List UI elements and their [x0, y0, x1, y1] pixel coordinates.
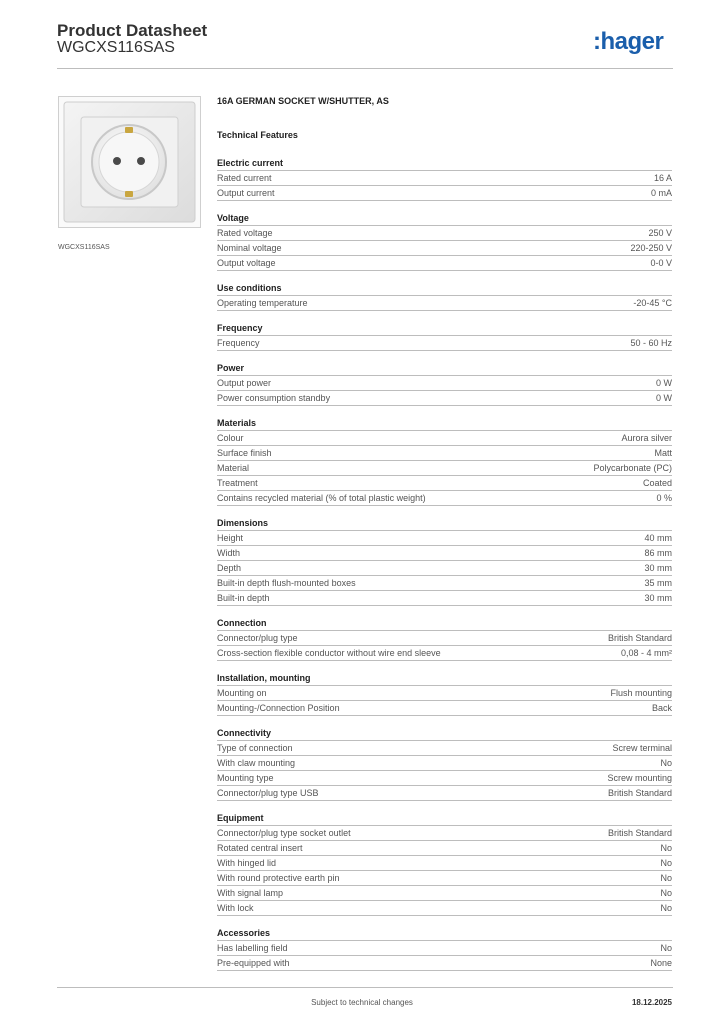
spec-row — [217, 476, 672, 491]
spec-value: 220-250 V — [630, 243, 672, 253]
socket-illustration — [59, 97, 200, 227]
spec-row — [217, 941, 672, 956]
spec-value: 16 A — [653, 173, 672, 183]
spec-section — [217, 926, 672, 971]
spec-row — [217, 901, 672, 916]
spec-value: 50 - 60 Hz — [630, 338, 672, 348]
spec-section — [217, 361, 672, 406]
spec-value: No — [660, 903, 672, 913]
spec-label: Built-in depth flush-mounted boxes — [217, 578, 356, 588]
spec-section — [217, 671, 672, 716]
spec-row — [217, 171, 672, 186]
spec-label: Mounting type — [217, 773, 274, 783]
spec-value: British Standard — [607, 828, 672, 838]
spec-label: With claw mounting — [217, 758, 296, 768]
spec-label: Nominal voltage — [217, 243, 282, 253]
spec-section — [217, 416, 672, 506]
section-heading: Equipment — [217, 811, 672, 826]
spec-value: No — [660, 758, 672, 768]
spec-section — [217, 211, 672, 271]
spec-label: Operating temperature — [217, 298, 308, 308]
product-code: WGCXS116SAS — [57, 39, 175, 56]
spec-row — [217, 871, 672, 886]
spec-value: 250 V — [648, 228, 672, 238]
spec-value: 0 W — [655, 378, 672, 388]
spec-value: 0 W — [655, 393, 672, 403]
section-heading: Connectivity — [217, 726, 672, 741]
spec-label: Cross-section flexible conductor without wire end sleeve — [217, 648, 441, 658]
spec-value: 0 mA — [650, 188, 672, 198]
technical-features-heading: Technical Features — [217, 130, 298, 140]
spec-label: Output power — [217, 378, 272, 388]
section-heading: Accessories — [217, 926, 672, 941]
section-heading: Connection — [217, 616, 672, 631]
spec-label: Mounting on — [217, 688, 267, 698]
spec-value: No — [660, 943, 672, 953]
spec-row — [217, 826, 672, 841]
spec-value: No — [660, 873, 672, 883]
spec-row — [217, 531, 672, 546]
spec-label: Material — [217, 463, 250, 473]
image-caption: WGCXS116SAS — [58, 244, 110, 251]
spec-row — [217, 336, 672, 351]
spec-label: Pre-equipped with — [217, 958, 290, 968]
spec-value: 0 % — [656, 493, 672, 503]
section-heading: Installation, mounting — [217, 671, 672, 686]
spec-label: Connector/plug type — [217, 633, 298, 643]
spec-label: Rotated central insert — [217, 843, 303, 853]
section-heading: Materials — [217, 416, 672, 431]
spec-row — [217, 446, 672, 461]
spec-section — [217, 726, 672, 801]
spec-row — [217, 841, 672, 856]
spec-value: Flush mounting — [610, 688, 672, 698]
spec-value: Screw terminal — [612, 743, 672, 753]
spec-row — [217, 756, 672, 771]
product-name: 16A GERMAN SOCKET W/SHUTTER, AS — [217, 96, 389, 106]
spec-row — [217, 376, 672, 391]
spec-row — [217, 771, 672, 786]
spec-section — [217, 616, 672, 661]
spec-label: Depth — [217, 563, 242, 573]
spec-label: Rated voltage — [217, 228, 273, 238]
spec-section — [217, 281, 672, 311]
spec-row — [217, 686, 672, 701]
spec-value: No — [660, 888, 672, 898]
product-image — [58, 96, 201, 228]
spec-label: Treatment — [217, 478, 258, 488]
section-heading: Electric current — [217, 156, 672, 171]
spec-label: With hinged lid — [217, 858, 277, 868]
spec-label: Connector/plug type USB — [217, 788, 319, 798]
spec-value: 30 mm — [644, 593, 672, 603]
spec-label: Output voltage — [217, 258, 276, 268]
spec-label: Colour — [217, 433, 244, 443]
hager-logo: :hager — [593, 28, 664, 55]
spec-row — [217, 461, 672, 476]
spec-row — [217, 856, 672, 871]
spec-label: Power consumption standby — [217, 393, 331, 403]
spec-value: 86 mm — [644, 548, 672, 558]
section-heading: Frequency — [217, 321, 672, 336]
spec-row — [217, 576, 672, 591]
spec-row — [217, 226, 672, 241]
header-divider — [57, 68, 673, 69]
spec-label: With lock — [217, 903, 254, 913]
footer-date: 18.12.2025 — [631, 998, 672, 1007]
spec-label: Built-in depth — [217, 593, 270, 603]
spec-label: Rated current — [217, 173, 272, 183]
spec-label: Connector/plug type socket outlet — [217, 828, 351, 838]
spec-label: Height — [217, 533, 244, 543]
spec-section — [217, 321, 672, 351]
spec-row — [217, 491, 672, 506]
spec-value: 35 mm — [644, 578, 672, 588]
spec-label: Contains recycled material (% of total plastic weight) — [217, 493, 426, 503]
datasheet-title: Product Datasheet — [57, 21, 208, 40]
spec-label: Surface finish — [217, 448, 272, 458]
spec-row — [217, 391, 672, 406]
spec-table — [217, 156, 672, 981]
spec-value: Polycarbonate (PC) — [593, 463, 672, 473]
spec-label: Frequency — [217, 338, 260, 348]
spec-value: Aurora silver — [621, 433, 672, 443]
spec-row — [217, 646, 672, 661]
spec-label: Output current — [217, 188, 275, 198]
spec-row — [217, 591, 672, 606]
spec-row — [217, 701, 672, 716]
spec-value: No — [660, 843, 672, 853]
spec-row — [217, 886, 672, 901]
footer-note: Subject to technical changes — [311, 998, 413, 1007]
spec-label: With round protective earth pin — [217, 873, 340, 883]
spec-value: 0,08 - 4 mm² — [620, 648, 672, 658]
spec-label: Type of connection — [217, 743, 293, 753]
spec-value: 40 mm — [644, 533, 672, 543]
spec-row — [217, 546, 672, 561]
spec-value: 0-0 V — [650, 258, 672, 268]
spec-value: Back — [651, 703, 672, 713]
spec-value: None — [650, 958, 672, 968]
spec-row — [217, 786, 672, 801]
spec-value: -20-45 °C — [633, 298, 672, 308]
spec-value: Screw mounting — [607, 773, 672, 783]
spec-label: Width — [217, 548, 241, 558]
section-heading: Voltage — [217, 211, 672, 226]
footer-divider — [57, 987, 673, 988]
spec-label: Has labelling field — [217, 943, 288, 953]
spec-row — [217, 561, 672, 576]
spec-row — [217, 241, 672, 256]
spec-value: British Standard — [607, 633, 672, 643]
spec-row — [217, 631, 672, 646]
spec-section — [217, 811, 672, 916]
section-heading: Power — [217, 361, 672, 376]
spec-section — [217, 516, 672, 606]
spec-value: Coated — [642, 478, 672, 488]
spec-value: 30 mm — [644, 563, 672, 573]
spec-label: Mounting-/Connection Position — [217, 703, 340, 713]
section-heading: Use conditions — [217, 281, 672, 296]
spec-row — [217, 186, 672, 201]
spec-row — [217, 741, 672, 756]
spec-row — [217, 256, 672, 271]
spec-value: Matt — [654, 448, 672, 458]
section-heading: Dimensions — [217, 516, 672, 531]
spec-label: With signal lamp — [217, 888, 284, 898]
spec-section — [217, 156, 672, 201]
spec-row — [217, 296, 672, 311]
spec-row — [217, 431, 672, 446]
spec-row — [217, 956, 672, 971]
spec-value: British Standard — [607, 788, 672, 798]
spec-value: No — [660, 858, 672, 868]
